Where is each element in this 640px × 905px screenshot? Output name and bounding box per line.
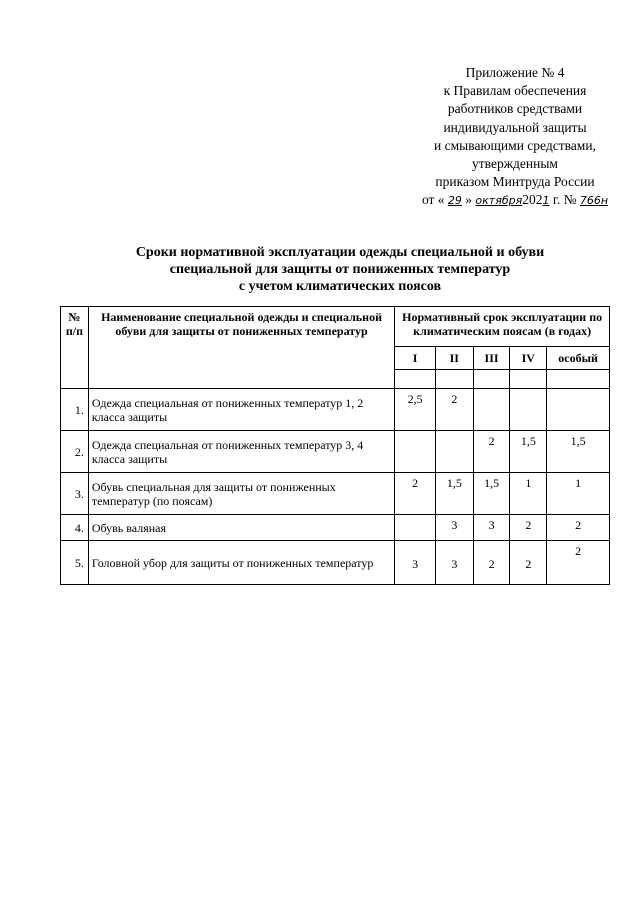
value-zone-special: 2 — [547, 515, 610, 541]
value-zone-4: 1 — [510, 473, 547, 515]
header-zone-special: особый — [547, 347, 610, 370]
appendix-line: утвержденным — [472, 156, 558, 172]
row-name: Одежда специальная от пониженных температур 3, 4 класса защиты — [88, 431, 394, 473]
table-row — [61, 473, 610, 515]
row-number: 4. — [61, 515, 89, 541]
header-zone-2: II — [435, 347, 473, 370]
document-title — [60, 244, 620, 295]
header-zone-4: IV — [510, 347, 547, 370]
spacer-cell — [510, 370, 547, 389]
row-number: 3. — [61, 473, 89, 515]
spacer-cell — [547, 370, 610, 389]
value-zone-4: 1,5 — [510, 431, 547, 473]
appendix-line: и смывающими средствами, — [434, 137, 596, 153]
appendix-line: индивидуальной защиты — [443, 119, 587, 135]
appendix-line: к Правилам обеспечения — [443, 83, 587, 99]
spacer-cell — [395, 370, 436, 389]
value-zone-1 — [395, 431, 436, 473]
order-number-handwritten: 766н — [579, 194, 609, 208]
value-zone-2: 3 — [435, 541, 473, 585]
appendix-line: работников средствами — [447, 101, 583, 117]
value-zone-1: 3 — [395, 541, 436, 585]
header-number-sign: № — [68, 310, 81, 324]
value-zone-1: 2 — [395, 473, 436, 515]
value-zone-4 — [510, 389, 547, 431]
date-year-digit-handwritten: 1 — [542, 194, 550, 208]
value-zone-2: 1,5 — [435, 473, 473, 515]
date-prefix: от « — [421, 192, 445, 208]
value-zone-1 — [395, 515, 436, 541]
header-number-pp: п/п — [65, 324, 83, 338]
value-zone-4: 2 — [510, 515, 547, 541]
row-name: Головной убор для защиты от пониженных температур — [88, 541, 394, 585]
table-row — [61, 389, 610, 431]
row-number: 2. — [61, 431, 89, 473]
value-zone-2: 3 — [435, 515, 473, 541]
appendix-date-line — [400, 191, 630, 210]
title-line: Сроки нормативной эксплуатации одежды специальной и обуви — [135, 245, 545, 260]
value-zone-special: 1,5 — [547, 431, 610, 473]
value-zone-special: 2 — [547, 541, 610, 585]
appendix-line: приказом Минтруда России — [435, 174, 595, 190]
header-norm-period: Нормативный срок эксплуатации по климатическим поясам (в годах) — [395, 307, 610, 347]
value-zone-3 — [473, 389, 510, 431]
value-zone-special: 1 — [547, 473, 610, 515]
date-mid: » — [465, 192, 473, 208]
header-zone-3: III — [473, 347, 510, 370]
value-zone-special — [547, 389, 610, 431]
table-row — [61, 541, 610, 585]
value-zone-3: 2 — [473, 541, 510, 585]
title-line: с учетом климатических поясов — [238, 279, 442, 294]
date-year-prefix: 202 — [522, 192, 543, 208]
appendix-block — [400, 64, 630, 211]
appendix-line: Приложение № 4 — [465, 65, 565, 80]
header-item-name: Наименование специальной одежды и специальной обуви для защиты от пониженных температур — [88, 307, 394, 389]
spacer-cell — [435, 370, 473, 389]
date-year-suffix: г. № — [552, 192, 577, 208]
title-line: специальной для защиты от пониженных температур — [169, 262, 511, 277]
table-header-row — [61, 307, 610, 347]
value-zone-4: 2 — [510, 541, 547, 585]
value-zone-3: 3 — [473, 515, 510, 541]
row-name: Обувь валяная — [88, 515, 394, 541]
spacer-cell — [473, 370, 510, 389]
header-number — [61, 307, 89, 389]
value-zone-2 — [435, 431, 473, 473]
row-number: 1. — [61, 389, 89, 431]
date-month-handwritten: октября — [475, 194, 523, 208]
header-zone-1: I — [395, 347, 436, 370]
date-day-handwritten: 29 — [447, 194, 462, 208]
value-zone-1: 2,5 — [395, 389, 436, 431]
row-number: 5. — [61, 541, 89, 585]
norms-table — [60, 306, 610, 585]
value-zone-3: 1,5 — [473, 473, 510, 515]
value-zone-3: 2 — [473, 431, 510, 473]
table-row — [61, 431, 610, 473]
row-name: Обувь специальная для защиты от пониженных температур (по поясам) — [88, 473, 394, 515]
table-row — [61, 515, 610, 541]
row-name: Одежда специальная от пониженных температур 1, 2 класса защиты — [88, 389, 394, 431]
value-zone-2: 2 — [435, 389, 473, 431]
